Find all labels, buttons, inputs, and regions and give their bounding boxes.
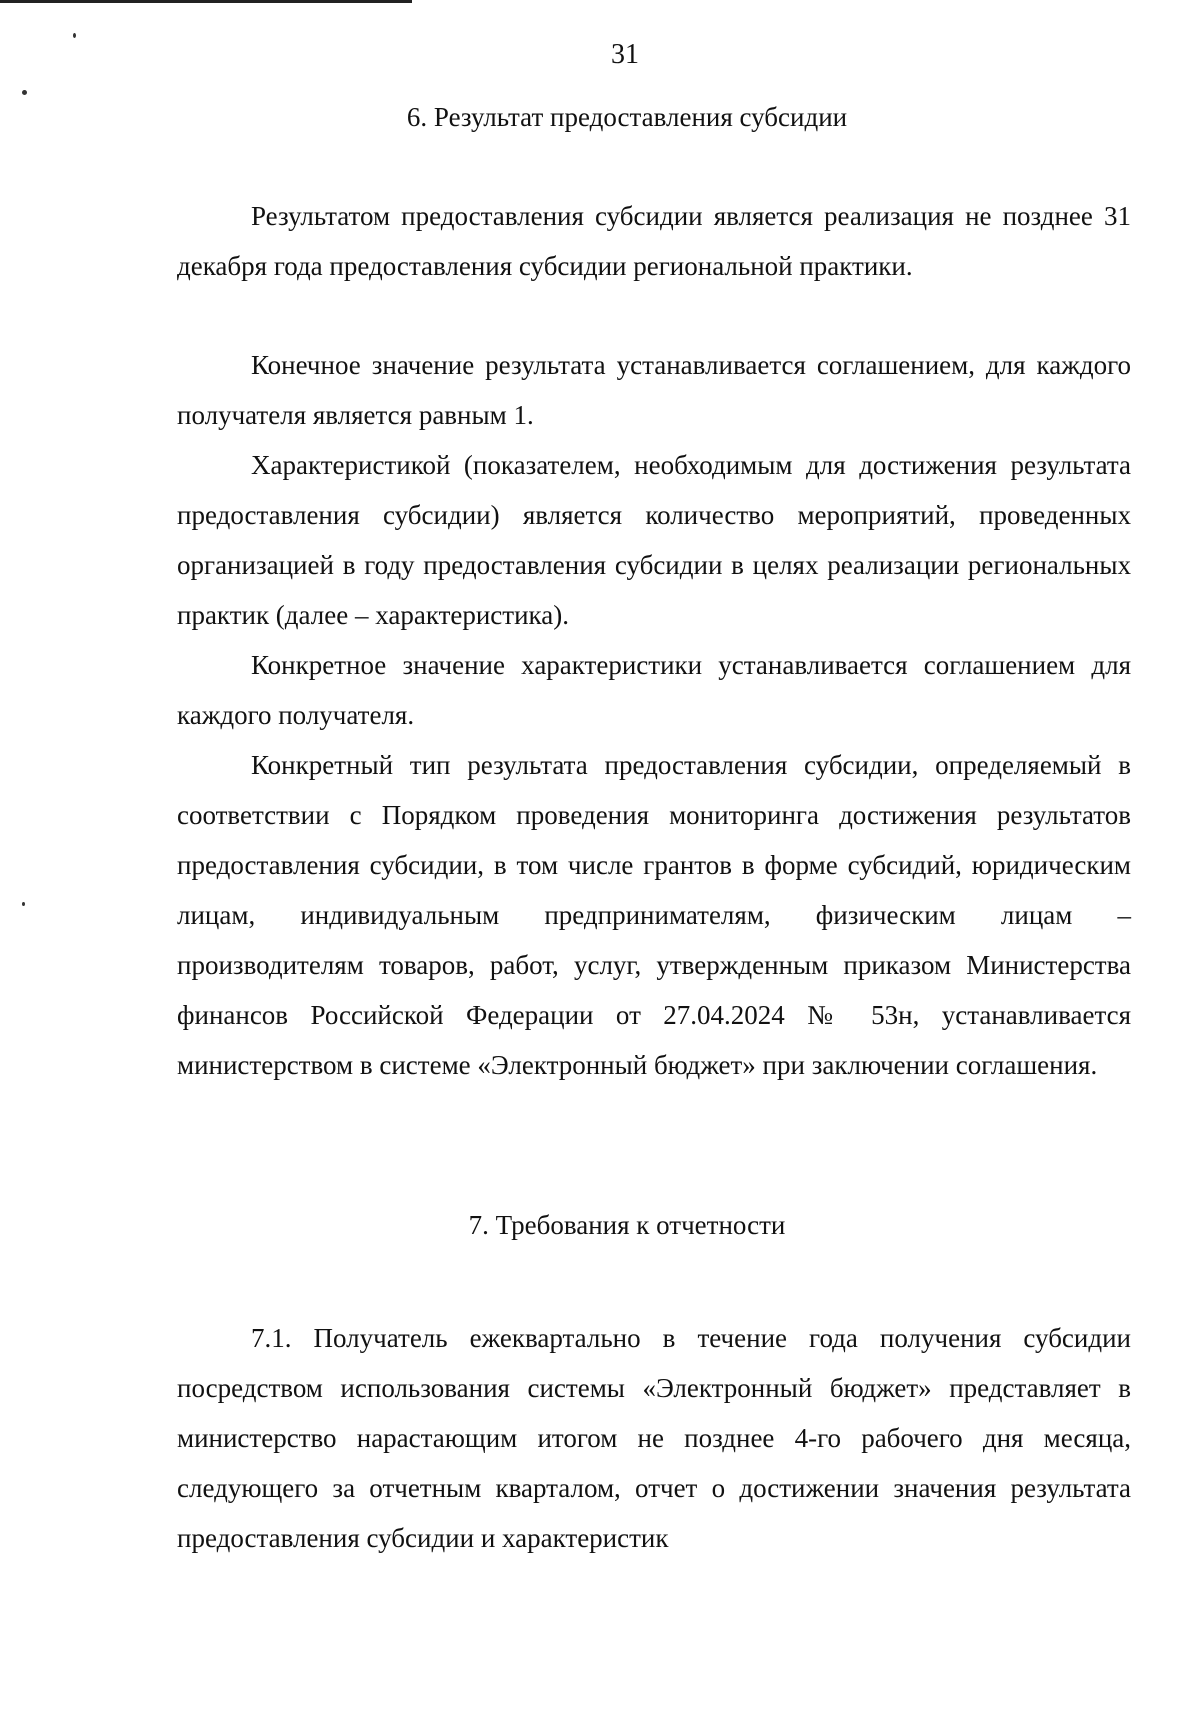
paragraph-characteristic: Характеристикой (показателем, необходимым для достижения результата предоставления субсидии) является количество мероприятий, проведенных организацией в году предоставления субсидии в целях реализации региональных практик (далее – характеристика). xyxy=(177,450,1131,630)
scan-speck xyxy=(22,902,25,906)
page-number: 31 xyxy=(611,39,639,70)
paragraph-reporting-7-1: 7.1. Получатель ежеквартально в течение года получения субсидии посредством использования системы «Электронный бюджет» представляет в министерство нарастающим итогом не позднее 4-го рабочего дня месяца, следующего за отчетным кварталом, отчет о достижении значения результата предоставления субсидии и характеристик xyxy=(177,1323,1131,1553)
paragraph-specific-value: Конкретное значение характеристики устанавливается соглашением для каждого получателя. xyxy=(177,650,1131,730)
paragraph-final-value: Конечное значение результата устанавливается соглашением, для каждого получателя является равным 1. xyxy=(177,350,1131,430)
paragraph-result: Результатом предоставления субсидии является реализация не позднее 31 декабря года предоставления субсидии региональной практики. xyxy=(177,201,1131,281)
section-7-heading: 7. Требования к отчетности xyxy=(468,1210,786,1240)
scan-top-rule xyxy=(0,0,412,3)
paragraph-result-type: Конкретный тип результата предоставления субсидии, определяемый в соответствии с Порядком проведения мониторинга достижения результатов предоставления субсидии, в том числе грантов в форме субсидий, юридическим лицам, индивидуальным предпринимателям, физическим лицам – производителям товаров, работ, услуг, утвержденным приказом Министерства финансов Российской Федерации от 27.04.2024 № 53н, устанавливается министерством в системе «Электронный бюджет» при заключении соглашения. xyxy=(177,750,1131,1080)
section-6-heading: 6. Результат предоставления субсидии xyxy=(406,102,848,132)
scan-speck xyxy=(22,90,27,95)
